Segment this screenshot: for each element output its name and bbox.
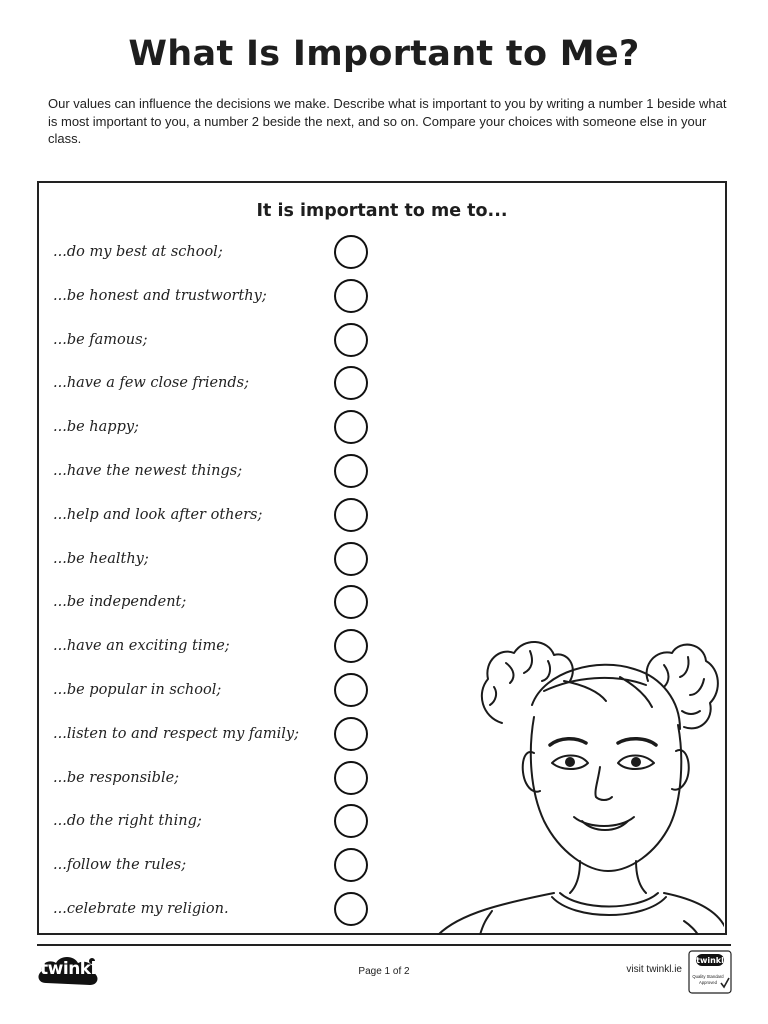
value-row <box>53 410 383 446</box>
value-label: ...have the newest things; <box>53 463 243 479</box>
value-label: ...be popular in school; <box>53 682 222 698</box>
rank-circle[interactable] <box>334 366 368 400</box>
logo-text: twinkl <box>40 959 96 979</box>
rank-circle[interactable] <box>334 279 368 313</box>
value-row <box>53 366 383 402</box>
value-label: ...be happy; <box>53 419 139 436</box>
rank-circle[interactable] <box>334 892 368 926</box>
badge-line-2: Approved <box>699 980 717 985</box>
value-label: ...do my best at school; <box>53 244 223 260</box>
footer-divider <box>37 944 731 946</box>
value-label: ...listen to and respect my family; <box>53 725 299 742</box>
panel-heading: It is important to me to... <box>256 201 508 221</box>
rank-circle[interactable] <box>334 454 368 488</box>
values-panel <box>37 181 727 935</box>
value-label: ...have an exciting time; <box>53 638 230 655</box>
badge-line-1: Quality Standard <box>692 974 724 979</box>
rank-circle[interactable] <box>334 323 368 357</box>
value-row <box>53 235 383 271</box>
rank-circle[interactable] <box>334 761 368 795</box>
value-label: ...celebrate my religion. <box>53 901 229 917</box>
value-row <box>53 761 383 797</box>
quality-standard-badge-icon <box>688 950 732 994</box>
rank-circle[interactable] <box>334 498 368 532</box>
visit-link[interactable]: visit twinkl.ie <box>626 964 682 975</box>
value-label: ...have a few close friends; <box>53 375 249 392</box>
value-label: ...do the right thing; <box>53 813 202 830</box>
value-label: ...help and look after others; <box>53 506 263 523</box>
value-row <box>53 892 383 928</box>
rank-circle[interactable] <box>334 629 368 663</box>
value-row <box>53 585 383 621</box>
intro-text: Our values can influence the decisions we make. Describe what is important to you by writing a number 1 beside what is most important to you, a number 2 beside the next, and so on. Compare your choices with someone else in your class. <box>48 96 727 146</box>
value-label: ...be responsible; <box>53 769 180 786</box>
value-row <box>53 498 383 534</box>
rank-circle[interactable] <box>334 804 368 838</box>
value-row <box>53 804 383 840</box>
value-label: ...be famous; <box>53 331 148 348</box>
value-label: ...follow the rules; <box>53 857 187 874</box>
value-row <box>53 673 383 709</box>
value-row <box>53 279 383 315</box>
rank-circle[interactable] <box>334 673 368 707</box>
value-row <box>53 717 383 753</box>
rank-circle[interactable] <box>334 585 368 619</box>
girl-portrait-illustration <box>384 621 724 935</box>
page-title: What Is Important to Me? <box>128 34 640 74</box>
value-row <box>53 454 383 490</box>
rank-circle[interactable] <box>334 848 368 882</box>
value-row <box>53 848 383 884</box>
value-label: ...be honest and trustworthy; <box>53 287 267 304</box>
rank-circle[interactable] <box>334 410 368 444</box>
rank-circle[interactable] <box>334 235 368 269</box>
rank-circle[interactable] <box>334 542 368 576</box>
rank-circle[interactable] <box>334 717 368 751</box>
value-label: ...be healthy; <box>53 550 149 567</box>
value-row <box>53 629 383 665</box>
value-row <box>53 323 383 359</box>
value-row <box>53 542 383 578</box>
value-label: ...be independent; <box>53 594 187 611</box>
badge-logo-text: twinkl <box>696 956 724 965</box>
page-number: Page 1 of 2 <box>358 966 410 977</box>
